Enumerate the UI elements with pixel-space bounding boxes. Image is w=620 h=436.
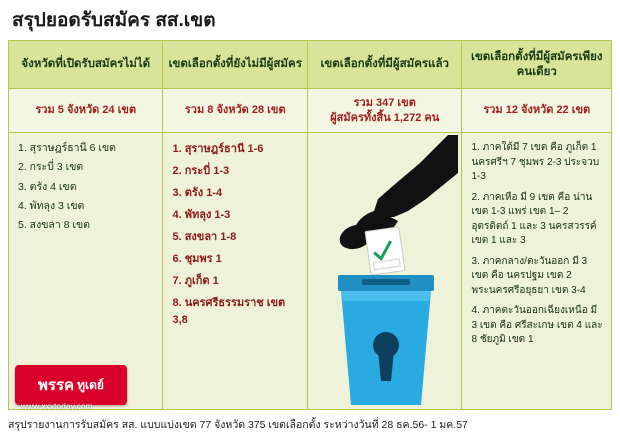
column-single-applicant	[462, 41, 611, 409]
publisher-logo	[15, 365, 127, 405]
table-columns	[9, 41, 611, 409]
caption-text: สรุปรายงานการรับสมัคร สส. แบบแบ่งเขต 77 จังหวัด 375 เขตเลือกตั้ง ระหว่างวันที่ 28 ธค.56- 1 มค.57	[8, 418, 468, 431]
site-url: www.xxxtoday.com	[21, 401, 93, 411]
publisher-logo-text: พรรค	[38, 377, 75, 394]
list-item: 4. พัทลุง 1-3	[172, 209, 231, 221]
list-item: 3. ตรัง 1-4	[172, 187, 223, 199]
ballot-paper	[365, 227, 405, 275]
list-item: 5. สงขลา 8 เขต	[18, 219, 90, 231]
column-summary	[163, 89, 307, 133]
column-summary-line1: รวม 347 เขต	[353, 96, 416, 109]
list-item: 4. ภาคตะวันออกเฉียงเหนือ มี 3 เขต คือ ศรีสะเกษ เขต 4 และ 8 ชัยภูมิ เขต 1	[471, 305, 603, 345]
ballot-box-illustration	[308, 133, 461, 409]
column-header: เขตเลือกตั้งที่มีผู้สมัครแล้ว	[308, 41, 461, 89]
list-item: 1. สุราษฎร์ธานี 6 เขต	[18, 142, 116, 154]
list-item: 5. สงขลา 1-8	[172, 231, 237, 243]
title-bar	[0, 0, 620, 40]
column-header: เขตเลือกตั้งที่ยังไม่มีผู้สมัคร	[163, 41, 307, 89]
list-item: 1. สุราษฎร์ธานี 1-6	[172, 143, 264, 155]
list-item: 7. ภูเก็ต 1	[172, 275, 219, 287]
list-item: 2. ภาคเหือ มี 9 เขต คือ น่าน เขต 1-3 แพร่ เขต 1– 2 อุตรดิตถ์ 1 และ 3 นครสวรรค์ เขต 1 และ 3	[471, 191, 597, 246]
page-title: สรุปยอดรับสมัคร สส.เขต	[12, 10, 216, 31]
column-has-applicants	[308, 41, 462, 409]
caption-bar	[0, 412, 620, 436]
list-item: 6. ชุมพร 1	[172, 253, 222, 265]
list-item: 4. พัทลุง 3 เขต	[18, 199, 85, 212]
column-body	[462, 133, 611, 358]
list-item: 3. ภาคกลาง/ตะวันออก มี 3 เขต คือ นครปฐม เขต 2 พระนครศรีอยุธยา เขต 3-4	[471, 255, 588, 296]
column-summary-line1: รวม 8 จังหวัด 28 เขต	[184, 104, 286, 117]
list-item: 1. ภาคใต้มี 7 เขต คือ ภูเก็ต 1 นครศรีฯ 7 ชุมพร 2-3 ประจวบ 1-3	[471, 142, 600, 182]
column-summary-line2: ผู้สมัครทั้งสิ้น 1,272 คน	[330, 111, 440, 124]
column-body	[163, 133, 307, 338]
column-summary	[308, 89, 461, 133]
summary-table	[8, 40, 612, 410]
column-no-applicants-zone	[163, 41, 308, 409]
column-no-applicants-province	[9, 41, 163, 409]
publisher-logo-suffix: ทูเดย์	[77, 377, 104, 392]
column-summary-line1: รวม 12 จังหวัด 22 เขต	[483, 104, 591, 117]
column-summary	[462, 89, 611, 133]
list-item: 3. ตรัง 4 เขต	[18, 180, 77, 193]
list-item: 2. กระบี่ 1-3	[172, 165, 230, 177]
column-body	[9, 133, 162, 241]
column-header: เขตเลือกตั้งที่มีผู้สมัครเพียงคนเดียว	[462, 41, 611, 89]
column-summary-line1: รวม 5 จังหวัด 24 เขต	[35, 104, 137, 117]
column-summary	[9, 89, 162, 133]
list-item: 2. กระบี่ 3 เขต	[18, 161, 84, 174]
list-item: 8. นครศรีธรรมราช เขต 3,8	[172, 297, 286, 326]
column-header: จังหวัดที่เปิดรับสมัครไม่ได้	[9, 41, 162, 89]
